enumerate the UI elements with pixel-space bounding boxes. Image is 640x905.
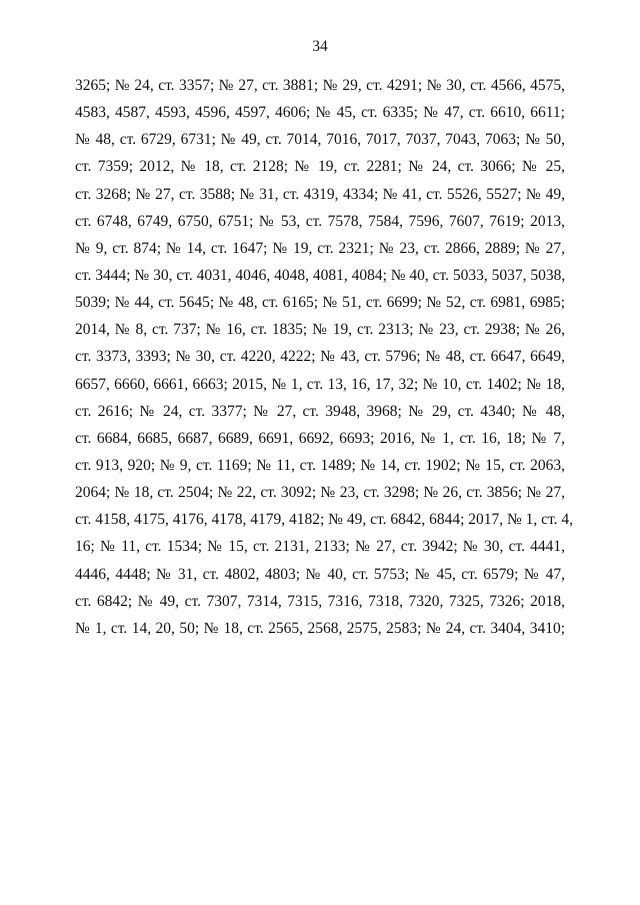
text-line: ст. 3444; № 30, ст. 4031, 4046, 4048, 4081, 4084; № 40, ст. 5033, 5037, 5038, (75, 266, 566, 284)
text-line: ст. 6748, 6749, 6750, 6751; № 53, ст. 7578, 7584, 7596, 7607, 7619; 2013, (75, 212, 565, 230)
text-line: ст. 4158, 4175, 4176, 4178, 4179, 4182; № 49, ст. 6842, 6844; 2017, № 1, ст. 4, (75, 511, 574, 529)
text-line: 4583, 4587, 4593, 4596, 4597, 4606; № 45, ст. 6335; № 47, ст. 6610, 6611; (75, 104, 565, 122)
text-line: № 1, ст. 14, 20, 50; № 18, ст. 2565, 2568, 2575, 2583; № 24, ст. 3404, 3410; (75, 619, 565, 637)
text-line: ст. 7359; 2012, № 18, ст. 2128; № 19, ст. 2281; № 24, ст. 3066; № 25, (75, 158, 565, 176)
text-line: ст. 6842; № 49, ст. 7307, 7314, 7315, 7316, 7318, 7320, 7325, 7326; 2018, (75, 592, 565, 610)
text-line: ст. 3268; № 27, ст. 3588; № 31, ст. 4319, 4334; № 41, ст. 5526, 5527; № 49, (75, 185, 565, 203)
text-line: 6657, 6660, 6661, 6663; 2015, № 1, ст. 13, 16, 17, 32; № 10, ст. 1402; № 18, (75, 375, 565, 393)
text-line: 2064; № 18, ст. 2504; № 22, ст. 3092; № 23, ст. 3298; № 26, ст. 3856; № 27, (75, 484, 565, 502)
text-line: № 9, ст. 874; № 14, ст. 1647; № 19, ст. 2321; № 23, ст. 2866, 2889; № 27, (75, 239, 565, 257)
text-line: ст. 3373, 3393; № 30, ст. 4220, 4222; № 43, ст. 5796; № 48, ст. 6647, 6649, (75, 348, 565, 366)
page-number: 34 (312, 38, 328, 55)
text-line: 4446, 4448; № 31, ст. 4802, 4803; № 40, ст. 5753; № 45, ст. 6579; № 47, (75, 565, 565, 583)
text-line: 5039; № 44, ст. 5645; № 48, ст. 6165; № 51, ст. 6699; № 52, ст. 6981, 6985; (75, 294, 565, 312)
text-line: ст. 913, 920; № 9, ст. 1169; № 11, ст. 1489; № 14, ст. 1902; № 15, ст. 2063, (75, 456, 565, 474)
text-line: № 48, ст. 6729, 6731; № 49, ст. 7014, 7016, 7017, 7037, 7043, 7063; № 50, (75, 131, 565, 149)
text-line: 16; № 11, ст. 1534; № 15, ст. 2131, 2133; № 27, ст. 3942; № 30, ст. 4441, (75, 538, 565, 556)
body-text (75, 75, 574, 645)
text-line: 3265; № 24, ст. 3357; № 27, ст. 3881; № 29, ст. 4291; № 30, ст. 4566, 4575, (75, 77, 565, 94)
text-line: 2014, № 8, ст. 737; № 16, ст. 1835; № 19, ст. 2313; № 23, ст. 2938; № 26, (75, 321, 565, 339)
text-line: ст. 6684, 6685, 6687, 6689, 6691, 6692, 6693; 2016, № 1, ст. 16, 18; № 7, (75, 429, 565, 447)
text-line: ст. 2616; № 24, ст. 3377; № 27, ст. 3948, 3968; № 29, ст. 4340; № 48, (75, 402, 565, 420)
